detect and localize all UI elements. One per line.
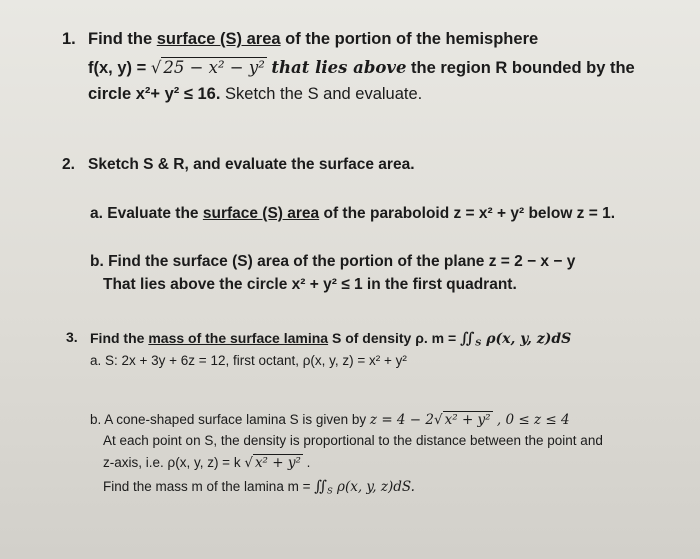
- p3b-l1-radicand: x² + y²: [444, 412, 491, 428]
- problem-3-number: 3.: [66, 329, 78, 345]
- problem-3a: a. S: 2x + 3y + 6z = 12, first octant, ρ(x, y, z) = x² + y²: [90, 353, 407, 368]
- p2a-text-a: a. Evaluate the: [90, 205, 203, 222]
- p3b-l1-range: , 0 ≤ z ≤ 4: [492, 412, 570, 428]
- problem-1-line-2: [88, 58, 635, 78]
- problem-3-line-1: [90, 329, 571, 347]
- p3b-l4-text-a: Find the mass m of the lamina m =: [103, 479, 315, 494]
- p1-l2-text-c: the region R bounded by the: [406, 59, 635, 77]
- p1-l1-text-a: Find the: [88, 30, 157, 48]
- problem-2-number: 2.: [62, 156, 75, 173]
- p3-l1-text-b: S of density ρ. m =: [328, 330, 461, 346]
- problem-1-number: 1.: [62, 30, 76, 48]
- p2a-underlined: surface (S) area: [202, 205, 320, 222]
- problem-1-line-3: [88, 85, 422, 104]
- p3b-l4-integral-sub: S: [327, 485, 333, 496]
- p1-l2-italic-phrase: that lies above: [271, 58, 407, 77]
- p3b-l3-text-c: .: [302, 455, 311, 470]
- p3-l1-underlined: mass of the surface lamina: [148, 330, 329, 346]
- p3-l1-integral-sub: S: [475, 338, 482, 349]
- p3b-l1-eq: z = 4 − 2: [369, 412, 435, 428]
- p3b-l3-text-a: z-axis, i.e. ρ(x, y, z) = k: [103, 455, 245, 470]
- p1-l1-underlined: surface (S) area: [156, 30, 281, 48]
- p3b-l1-text-a: b. A cone-shaped surface lamina S is given by: [90, 412, 370, 427]
- problem-2-line-1: Sketch S & R, and evaluate the surface area.: [88, 156, 415, 173]
- problem-3b-line-1: b. A cone-shaped surface lamina S is given by z = 4 − 2√ x² + y² , 0 ≤ z ≤ 4: [90, 412, 570, 428]
- problem-2b-line-2: That lies above the circle x² + y² ≤ 1 in the first quadrant.: [103, 276, 517, 293]
- p1-l3-circle: circle x²+ y² ≤ 16.: [88, 85, 221, 103]
- p1-l2-function: f(x, y) =: [88, 59, 151, 77]
- p3-l1-text-a: Find the: [90, 330, 149, 346]
- problem-2a: [90, 205, 615, 223]
- problem-3b-line-4: [103, 477, 415, 495]
- p1-l1-text-b: of the portion of the hemisphere: [280, 30, 539, 48]
- problem-3b-line-3: z-axis, i.e. ρ(x, y, z) = k √ x² + y² .: [103, 455, 311, 471]
- p3b-l3-radicand: x² + y²: [254, 455, 301, 471]
- p3b-l4-integrand: ρ(x, y, z)dS.: [332, 479, 415, 495]
- problem-3b-line-2: At each point on S, the density is proportional to the distance between the point and: [103, 433, 603, 448]
- problem-1-line-1: [88, 30, 538, 49]
- p2a-text-b: of the paraboloid z = x² + y² below z = 1.: [319, 205, 616, 222]
- p3-l1-integrand: ρ(x, y, z)dS: [481, 331, 572, 347]
- p1-l3-instruction: Sketch the S and evaluate.: [220, 85, 423, 103]
- sqrt-symbol: √: [150, 58, 162, 77]
- double-integral-symbol: ∬: [460, 329, 476, 347]
- p1-l2-radicand: 25 − x² − y²: [163, 58, 265, 77]
- double-integral-symbol: ∬: [314, 477, 327, 495]
- problem-2b-line-1: b. Find the surface (S) area of the portion of the plane z = 2 − x − y: [90, 253, 576, 270]
